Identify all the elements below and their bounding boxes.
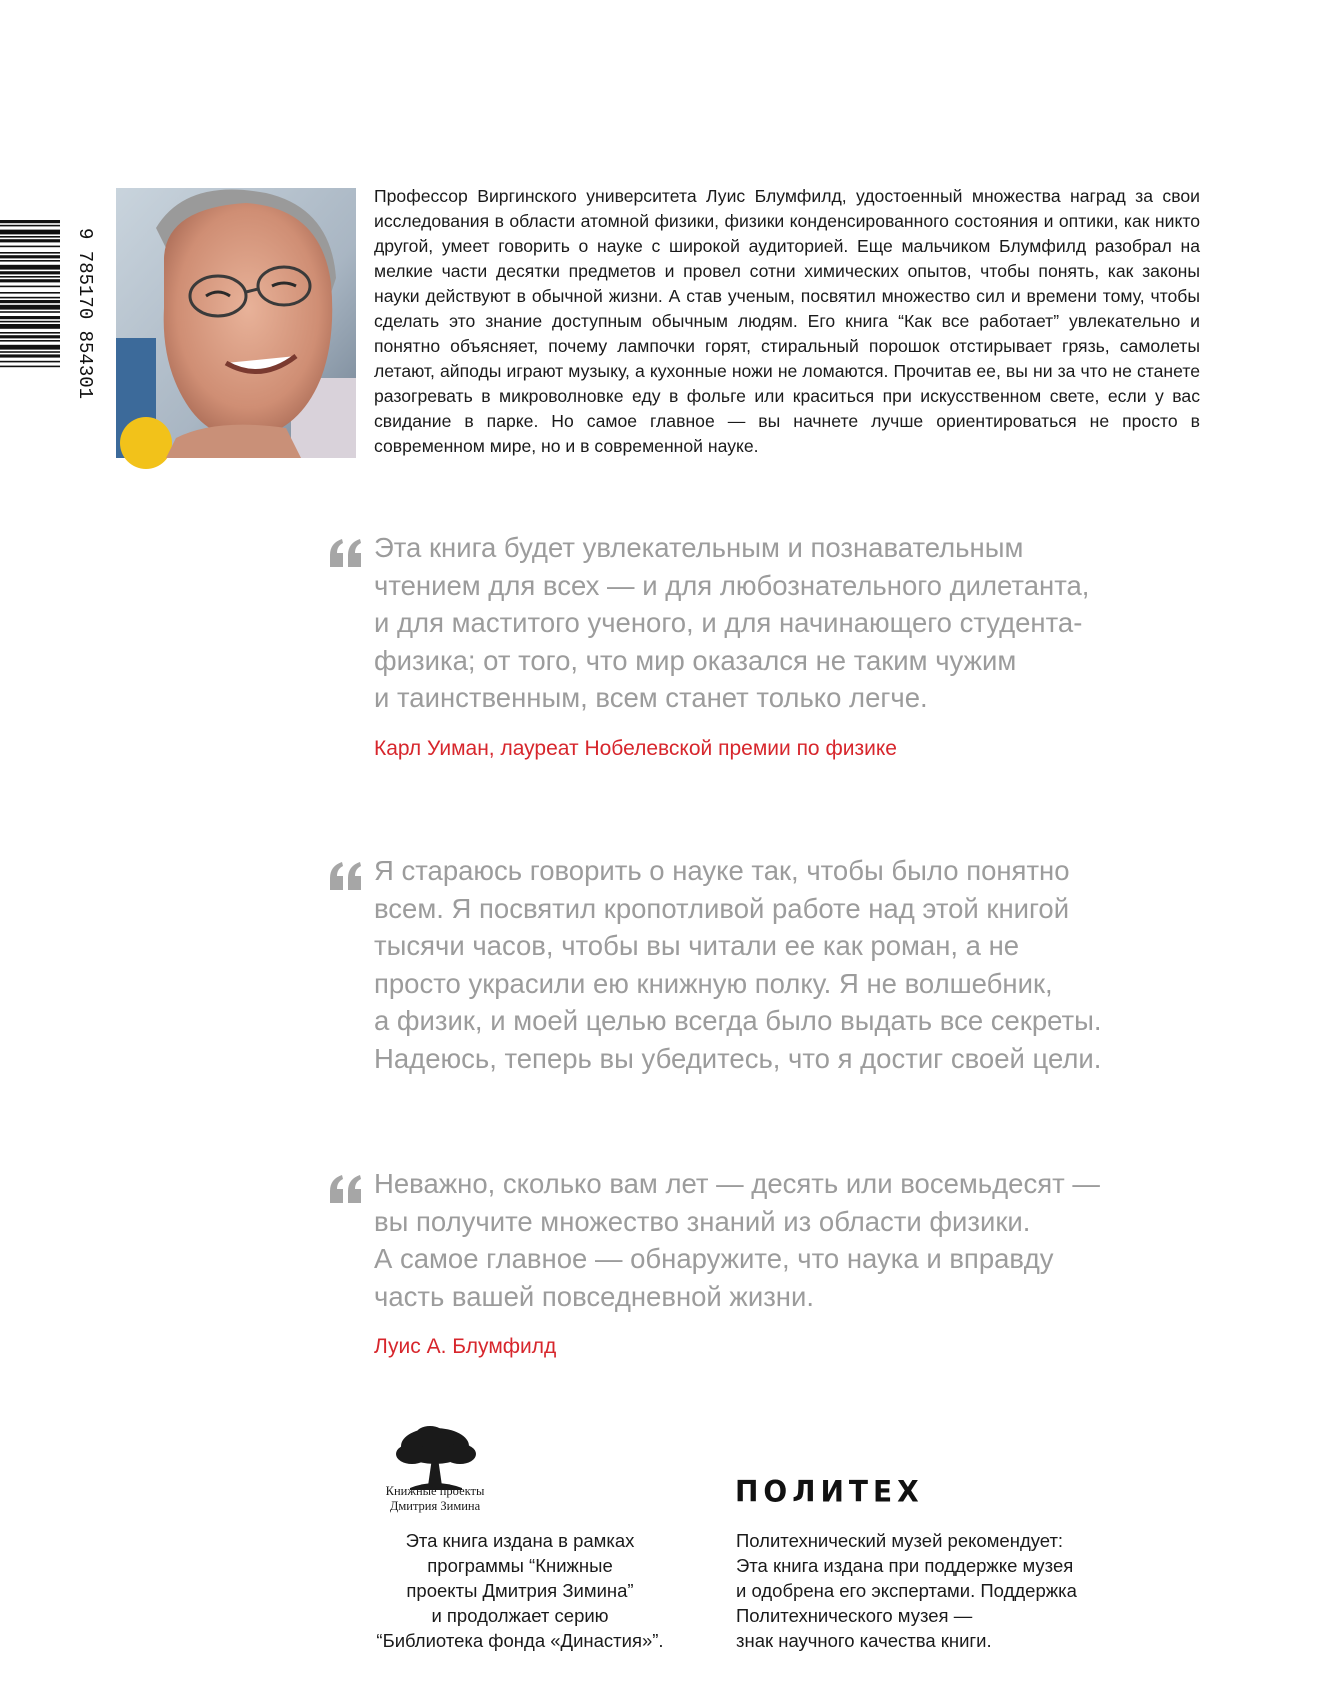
barcode-bar	[0, 265, 60, 270]
barcode-bar	[0, 236, 60, 238]
quote-line: Я стараюсь говорить о науке так, чтобы было понятно	[374, 855, 1070, 886]
footer-line: Политехнический музей рекомендует:	[736, 1530, 1064, 1551]
barcode-bar	[0, 332, 60, 334]
barcode-bar	[0, 311, 60, 313]
footer-line: и одобрена его экспертами. Поддержка	[736, 1580, 1077, 1601]
quote-line: а физик, и моей целью всегда было выдать все секреты.	[374, 1005, 1102, 1036]
barcode-bar	[0, 351, 60, 353]
barcode-bar	[0, 305, 60, 310]
politeh-logo: ПОЛИТЕХ	[735, 1474, 924, 1509]
quote-mark-icon	[328, 1173, 364, 1205]
barcode-bar	[0, 239, 60, 242]
barcode-bar	[0, 276, 60, 278]
quote-line: часть вашей повседневной жизни.	[374, 1280, 814, 1312]
zimin-program-text	[370, 1528, 670, 1653]
barcode-bar	[0, 335, 60, 338]
barcode-bar	[0, 225, 60, 227]
quote-line: и для маститого ученого, и для начинающего студента-	[374, 607, 1083, 638]
barcode-bar	[0, 230, 60, 235]
barcode-bar	[0, 316, 60, 319]
quote-line: вы получите множество знаний из области физики.	[374, 1205, 1031, 1237]
barcode-bar	[0, 361, 60, 363]
quote-mark-icon	[328, 537, 364, 569]
barcode-bar	[0, 292, 60, 294]
quote-line: просто украсили ею книжную полку. Я не волшебник,	[374, 967, 1053, 999]
barcode-bar	[0, 246, 60, 248]
author-photo	[116, 188, 356, 458]
quote-1	[374, 529, 1174, 717]
quote-1-attribution: Карл Уиман, лауреат Нобелевской премии по физике	[374, 737, 897, 760]
footer-line: проекты Дмитрия Зимина”	[406, 1580, 634, 1601]
quote-3-attribution: Луис А. Блумфилд	[374, 1335, 557, 1358]
quote-line: Надеюсь, теперь вы убедитесь, что я достиг своей цели.	[374, 1042, 1102, 1074]
quote-mark-icon	[328, 860, 364, 892]
footer-line: Эта книга издана в рамках	[405, 1530, 635, 1551]
isbn-barcode	[0, 220, 96, 416]
barcode-bar	[0, 340, 60, 342]
quote-line: А самое главное — обнаружите, что наука и вправду	[374, 1243, 1054, 1274]
barcode-bar	[0, 345, 60, 350]
quote-line: Неважно, сколько вам лет — десять или восемьдесят —	[374, 1168, 1100, 1199]
barcode-bar	[0, 252, 60, 254]
barcode-bar	[0, 354, 60, 357]
quote-line: чтением для всех — и для любознательного дилетанта,	[374, 569, 1090, 601]
footer-line: и продолжает серию	[431, 1605, 609, 1626]
footer-line: Политехнического музея —	[736, 1605, 973, 1626]
barcode-digits: 9 785170 854301	[74, 228, 96, 400]
zimin-logo-line: Книжные проекты	[385, 1484, 485, 1498]
footer-line: знак научного качества книги.	[736, 1630, 992, 1651]
barcode-bar	[0, 321, 60, 323]
quote-line: и таинственным, всем станет только легче.	[374, 682, 928, 713]
barcode-bar	[0, 255, 60, 258]
zimin-logo-line: Дмитрия Зимина	[389, 1499, 481, 1513]
quote-line: Эта книга будет увлекательным и познавательным	[374, 532, 1024, 563]
quote-line: физика; от того, что мир оказался не таким чужим	[374, 644, 1017, 676]
barcode-bar	[0, 300, 60, 303]
barcode-bar	[0, 260, 60, 262]
barcode-bar	[0, 297, 60, 299]
barcode-bar	[0, 220, 60, 223]
quote-3	[374, 1165, 1174, 1315]
barcode-bar	[0, 279, 60, 282]
footer-line: “Библиотека фонда «Династия»”.	[376, 1630, 664, 1651]
barcode-bar	[0, 324, 60, 329]
barcode-bar	[0, 271, 60, 274]
quote-2	[374, 852, 1174, 1077]
quote-line: всем. Я посвятил кропотливой работе над этой книгой	[374, 892, 1070, 924]
zimin-logo-label	[360, 1484, 510, 1514]
footer-line: программы “Книжные	[427, 1555, 613, 1576]
politeh-recommendation-text	[736, 1528, 1077, 1653]
barcode-bar	[0, 366, 60, 368]
author-bio: Профессор Виргинского университета Луис Блумфилд, удостоенный множества наград за свои исследования в области атомной физики, физики конденсированного состояния и оптики, как никто другой, умеет говорить о науке с широкой аудиторией. Еще мальчиком Блумфилд разобрал на мелкие части десятки предметов и провел сотни химических опытов, чтобы понять, как законы науки действуют в обычной жизни. А став ученым, посвятил множество сил и времени тому, чтобы сделать это знание доступным обычным людям. Его книга “Как все работает” увлекательно и понятно объясняет, почему лампочки горят, стиральный порошок отстирывает грязь, самолеты летают, айподы играют музыку, а кухонные ножи не ломаются. Прочитав ее, вы ни за что не станете разогревать в микроволновке еду в фольге или краситься при искусственном свете, если у вас свидание в парке. Но самое главное — вы начнете лучше ориентироваться не просто в современном мире, но и в современной науке.	[374, 186, 1200, 456]
barcode-bar	[0, 286, 60, 288]
footer-line: Эта книга издана при поддержке музея	[736, 1555, 1074, 1576]
quote-line: тысячи часов, чтобы вы читали ее как роман, а не	[374, 930, 1020, 961]
